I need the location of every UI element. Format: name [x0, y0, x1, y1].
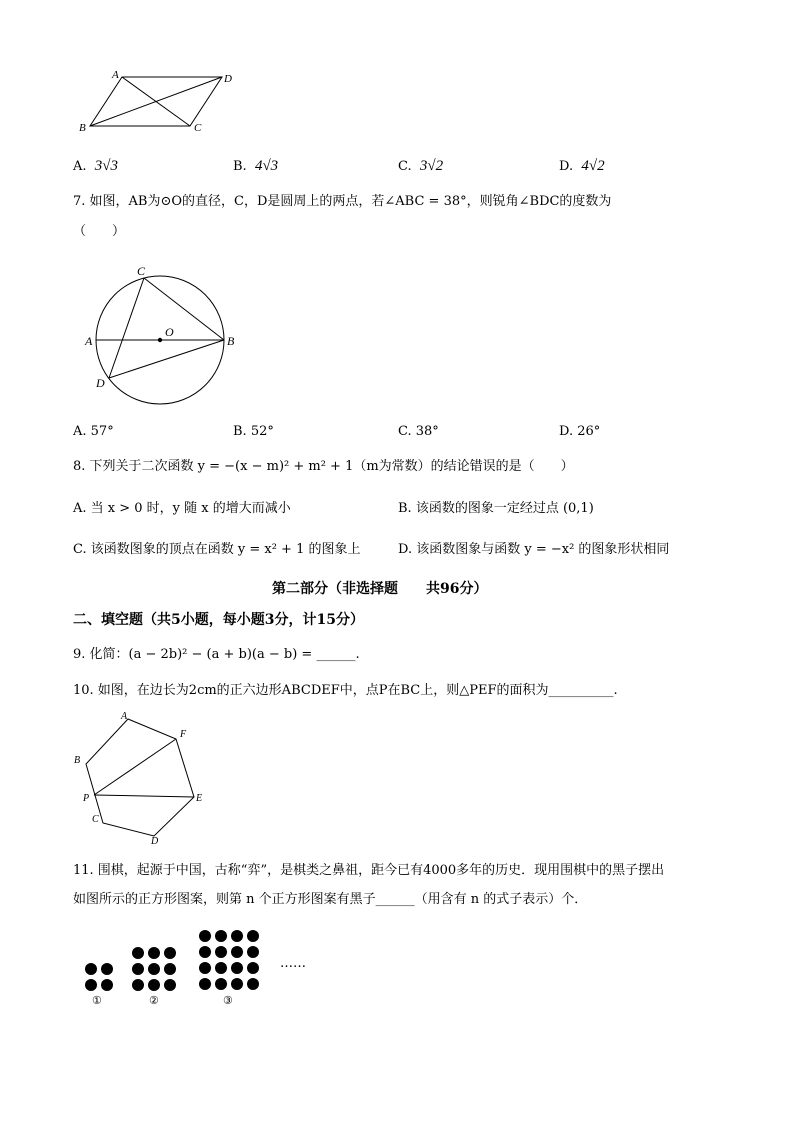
- label-B: B: [227, 334, 235, 348]
- q6-option-b: B. 4√3: [233, 158, 279, 174]
- label-D: D: [96, 376, 105, 390]
- stone-pattern-1: [85, 963, 115, 993]
- q6-option-d: D. 4√2: [559, 158, 605, 174]
- q11-line-2: 如图所示的正方形图案，则第 n 个正方形图案有黑子______（用含有 n 的式子表示）个．: [73, 892, 588, 907]
- label-D: D: [224, 73, 232, 85]
- part-two-title: 第二部分（非选择题 共96分）: [272, 581, 488, 597]
- q7-answer-paren: （ ）: [73, 224, 126, 239]
- label-C: C: [137, 264, 146, 278]
- label-D: D: [151, 836, 159, 847]
- pattern-label-3: ③: [223, 994, 233, 1007]
- q8-option-a: A. 当 x > 0 时，y 随 x 的增大而减小: [73, 501, 291, 516]
- q7-option-b: B. 52°: [233, 424, 274, 439]
- pattern-label-2: ②: [149, 994, 159, 1007]
- label-C: C: [92, 814, 99, 825]
- parallelogram-figure: [70, 68, 240, 138]
- q6-option-a: A. 3√3: [73, 158, 119, 174]
- stone-pattern-3: [199, 930, 261, 992]
- label-A: A: [85, 334, 93, 348]
- label-E: E: [196, 793, 203, 804]
- label-P: P: [83, 793, 90, 804]
- q7-option-a: A. 57°: [73, 424, 114, 439]
- pattern-label-1: ①: [92, 994, 102, 1007]
- q8-option-b: B. 该函数的图象一定经过点 (0,1): [398, 501, 594, 516]
- q8-option-c: C. 该函数图象的顶点在函数 y = x² + 1 的图象上: [73, 542, 361, 557]
- stone-pattern-2: [132, 947, 178, 993]
- q9-question: 9. 化简：(a − 2b)² − (a + b)(a − b) = ______.: [73, 647, 360, 662]
- label-A: A: [121, 711, 128, 722]
- q7-option-d: D. 26°: [559, 424, 601, 439]
- hexagon-figure: [70, 705, 220, 850]
- q8-option-d: D. 该函数图象与函数 y = −x² 的图象形状相同: [398, 542, 670, 557]
- pattern-ellipsis: ……: [280, 956, 306, 971]
- label-A: A: [112, 69, 119, 81]
- q7-question: 7. 如图，AB为⊙O的直径，C，D是圆周上的两点，若∠ABC = 38°，则锐角∠BDC的度数为: [73, 194, 612, 209]
- q6-option-c: C. 3√2: [398, 158, 444, 174]
- label-C: C: [194, 122, 202, 134]
- section-two-title: 二、填空题（共5小题，每小题3分，计15分）: [73, 612, 364, 628]
- label-B: B: [74, 755, 81, 766]
- label-F: F: [180, 729, 187, 740]
- circle-figure: [80, 258, 250, 410]
- q7-option-c: C. 38°: [398, 424, 439, 439]
- q11-line-1: 11. 围棋，起源于中国，古称“弈”，是棋类之鼻祖，距今已有4000多年的历史．现用围棋中的黑子摆出: [73, 863, 665, 878]
- q10-question: 10. 如图，在边长为2cm的正六边形ABCDEF中，点P在BC上，则△PEF的面积为__________.: [73, 683, 618, 698]
- q8-question: 8. 下列关于二次函数 y = −(x − m)² + m² + 1（m为常数）的结论错误的是（ ）: [73, 459, 574, 474]
- label-O: O: [165, 325, 174, 339]
- label-B: B: [79, 122, 86, 134]
